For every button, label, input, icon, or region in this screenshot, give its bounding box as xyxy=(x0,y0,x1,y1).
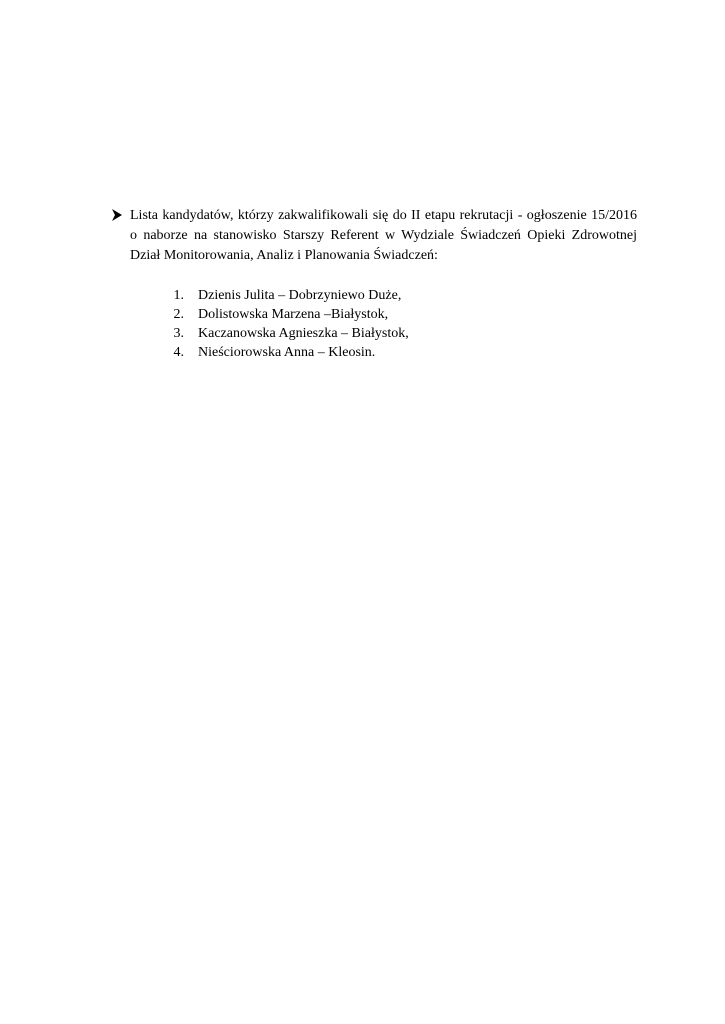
list-item xyxy=(170,305,637,324)
list-item xyxy=(170,324,637,343)
intro-paragraph xyxy=(110,206,637,266)
list-item-number: 3. xyxy=(173,326,184,341)
list-item-number: 4. xyxy=(173,345,184,360)
arrow-bullet-icon xyxy=(110,207,124,223)
document-content xyxy=(110,206,637,362)
candidate-list xyxy=(110,286,637,362)
list-item xyxy=(170,343,637,362)
list-item-number: 1. xyxy=(173,288,184,303)
list-item-text: Nieściorowska Anna – Kleosin. xyxy=(198,345,376,360)
intro-text: Lista kandydatów, którzy zakwalifikowali się do II etapu rekrutacji - ogłoszenie 15/2016 o naborze na stanowisko Starszy Referent w Wydziale Świadczeń Opieki Zdrowotnej Dział Monitorowania, Analiz i Planowania Świadczeń: xyxy=(130,208,637,263)
list-item xyxy=(170,286,637,305)
list-item-text: Kaczanowska Agnieszka – Białystok, xyxy=(198,326,409,341)
list-item-number: 2. xyxy=(173,307,184,322)
list-item-text: Dolistowska Marzena –Białystok, xyxy=(198,307,389,322)
list-item-text: Dzienis Julita – Dobrzyniewo Duże, xyxy=(198,288,402,303)
